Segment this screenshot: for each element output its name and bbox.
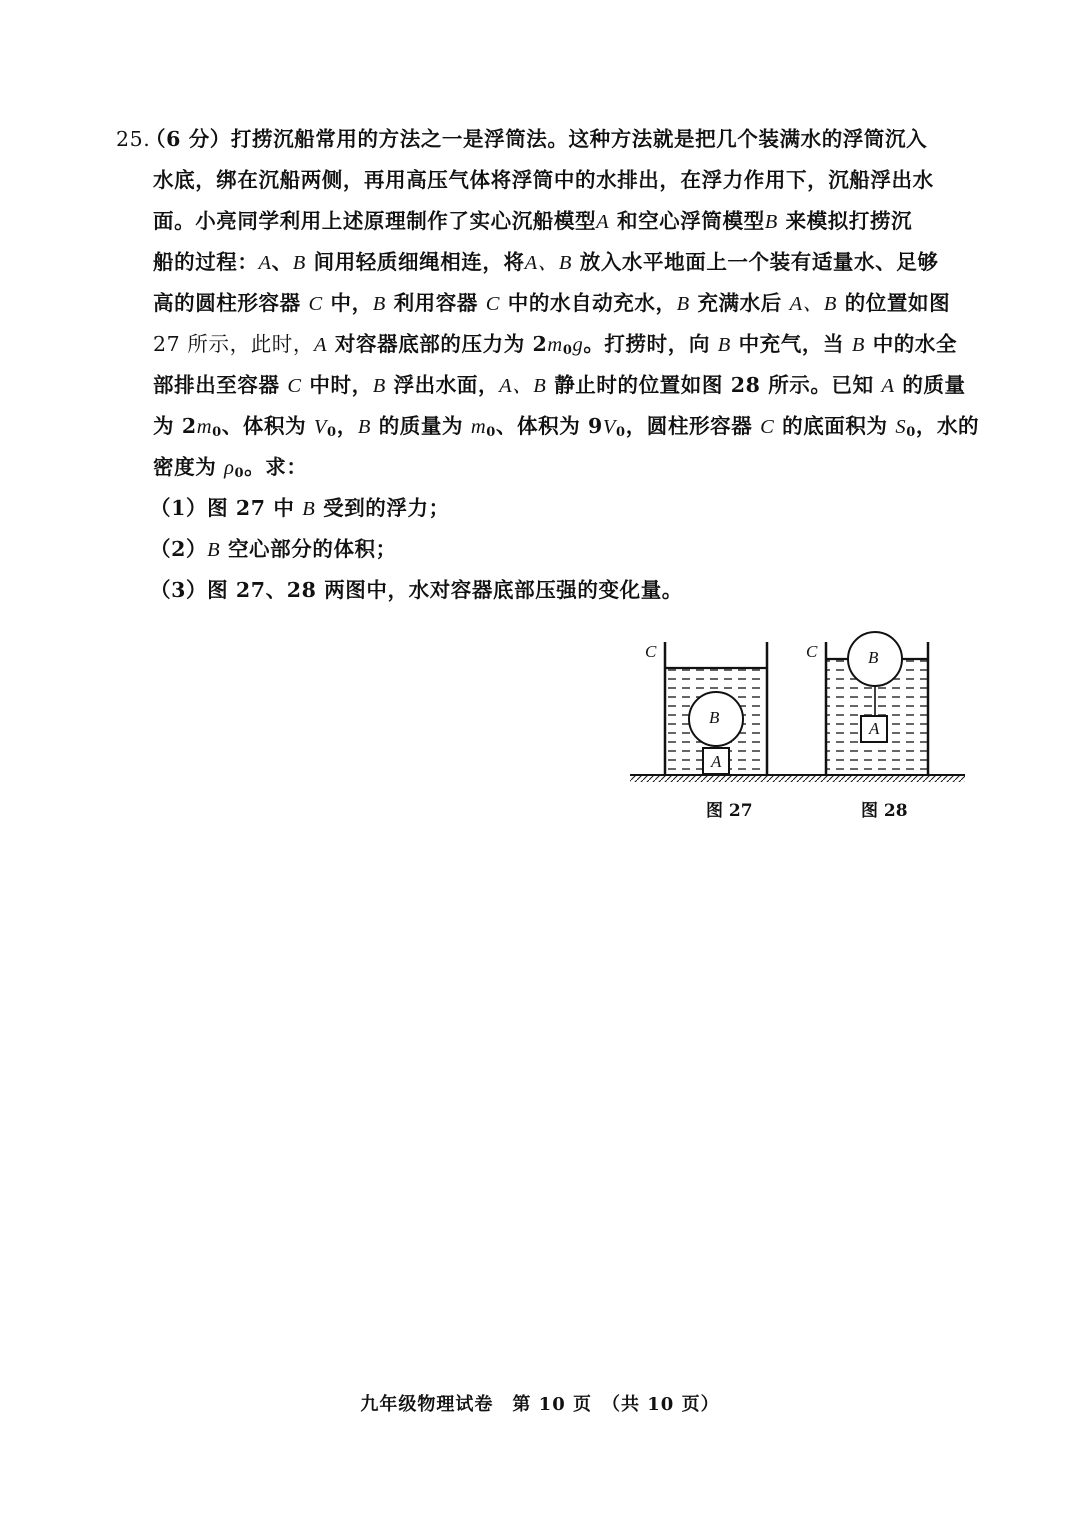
text-seg: 中充气，当 bbox=[738, 332, 845, 356]
text-seg: 、 bbox=[271, 250, 293, 274]
symbol-B: B bbox=[717, 334, 731, 356]
symbol-m: m bbox=[196, 416, 213, 438]
symbol-AB: A、B bbox=[499, 375, 547, 397]
symbol-A: A bbox=[258, 252, 272, 274]
text-seg: 和空心浮筒模型 bbox=[616, 209, 765, 233]
page-footer: 九年级物理试卷 第 10 页 （共 10 页） bbox=[360, 1394, 720, 1415]
subscript-0: 0 bbox=[234, 466, 245, 481]
subscript-0: 0 bbox=[212, 425, 222, 440]
text-seg: 中的水全 bbox=[872, 332, 958, 356]
symbol-B: B bbox=[357, 416, 371, 438]
symbol-C: C bbox=[485, 293, 500, 315]
text-seg: （3）图 27、28 两图中，水对容器底部压强的变化量。 bbox=[150, 578, 683, 602]
text-seg: 、体积为 bbox=[221, 414, 307, 438]
figure-diagram bbox=[625, 630, 970, 830]
text-seg: 充满水后 bbox=[697, 291, 782, 315]
symbol-AB: A、B bbox=[789, 293, 837, 315]
symbol-AB: A、B bbox=[524, 252, 572, 274]
subscript-0: 0 bbox=[562, 343, 573, 358]
symbol-g: g bbox=[572, 334, 584, 356]
fig27-label-a: A bbox=[711, 752, 722, 771]
symbol-B: B bbox=[851, 334, 865, 356]
text-seg: 。打捞时，向 bbox=[583, 332, 710, 356]
text-seg: 空心部分的体积； bbox=[227, 537, 397, 561]
symbol-A: A bbox=[596, 211, 610, 233]
fig28-label-c: C bbox=[806, 642, 818, 661]
subscript-0: 0 bbox=[616, 425, 626, 440]
symbol-B: B bbox=[372, 375, 386, 397]
symbol-A: A bbox=[881, 375, 895, 397]
text-seg: 为 2 bbox=[153, 414, 197, 438]
fig28-caption: 图 28 bbox=[861, 801, 908, 821]
symbol-S: S bbox=[895, 416, 907, 438]
fig28-label-b: B bbox=[868, 648, 879, 667]
fig27-label-c: C bbox=[645, 642, 657, 661]
symbol-C: C bbox=[308, 293, 323, 315]
symbol-rho: ρ bbox=[224, 457, 235, 479]
text-seg: 中的水自动充水， bbox=[507, 291, 677, 315]
symbol-V: V bbox=[313, 416, 328, 438]
symbol-V: V bbox=[602, 416, 617, 438]
text-seg: 受到的浮力； bbox=[323, 496, 450, 520]
text-seg: （1）图 27 中 bbox=[150, 496, 295, 520]
text-seg: 的底面积为 bbox=[782, 414, 888, 438]
symbol-B: B bbox=[372, 293, 386, 315]
text-seg: 中， bbox=[330, 291, 373, 315]
text-seg: 、体积为 9 bbox=[495, 414, 603, 438]
symbol-B: B bbox=[676, 293, 690, 315]
text-seg: ，水的 bbox=[915, 414, 980, 438]
fig27-caption: 图 27 bbox=[706, 801, 753, 821]
text-seg: （2） bbox=[150, 537, 208, 561]
symbol-B: B bbox=[764, 211, 778, 233]
text-seg: 静止时的位置如图 28 所示。已知 bbox=[554, 373, 874, 397]
subscript-0: 0 bbox=[327, 425, 337, 440]
text-seg: 中时， bbox=[309, 373, 373, 397]
symbol-m: m bbox=[470, 416, 487, 438]
text-seg: 27 所示，此时， bbox=[153, 332, 315, 356]
symbol-A: A bbox=[314, 334, 328, 356]
symbol-B: B bbox=[207, 539, 221, 561]
text-seg: 来模拟打捞沉 bbox=[785, 209, 913, 233]
text-seg: 间用轻质细绳相连，将 bbox=[313, 250, 525, 274]
text-seg: 对容器底部的压力为 2 bbox=[334, 332, 548, 356]
symbol-C: C bbox=[287, 375, 302, 397]
ground-hatch bbox=[630, 776, 965, 782]
text-seg: 的质量为 bbox=[378, 414, 464, 438]
subscript-0: 0 bbox=[486, 425, 496, 440]
text-seg: 利用容器 bbox=[393, 291, 478, 315]
fig28-label-a: A bbox=[869, 719, 880, 738]
question-score: （6 分） bbox=[145, 127, 231, 151]
text-seg: 面。小亮同学利用上述原理制作了实心沉船模型 bbox=[153, 209, 597, 233]
fig27-label-b: B bbox=[709, 708, 720, 727]
symbol-C: C bbox=[760, 416, 775, 438]
text-seg: 放入水平地面上一个装有适量水、足够 bbox=[579, 250, 939, 274]
symbol-B: B bbox=[302, 498, 316, 520]
text-seg: 船的过程： bbox=[153, 250, 259, 274]
text-seg: 浮出水面， bbox=[393, 373, 500, 397]
text-seg: 。求： bbox=[244, 455, 308, 479]
question-text-line: 水底，绑在沉船两侧，再用高压气体将浮筒中的水排出，在浮力作用下，沉船浮出水 bbox=[153, 168, 934, 192]
text-seg: 的质量 bbox=[902, 373, 966, 397]
question-text-line: 打捞沉船常用的方法之一是浮筒法。这种方法就是把几个装满水的浮筒沉入 bbox=[230, 127, 928, 151]
text-seg: ，圆柱形容器 bbox=[625, 414, 753, 438]
symbol-m: m bbox=[547, 334, 563, 356]
symbol-B: B bbox=[292, 252, 306, 274]
subscript-0: 0 bbox=[906, 425, 916, 440]
question-number: 25. bbox=[116, 127, 151, 151]
text-seg: 密度为 bbox=[153, 455, 217, 479]
text-seg: 部排出至容器 bbox=[153, 373, 280, 397]
text-seg: 高的圆柱形容器 bbox=[153, 291, 301, 315]
text-seg: 的位置如图 bbox=[844, 291, 951, 315]
